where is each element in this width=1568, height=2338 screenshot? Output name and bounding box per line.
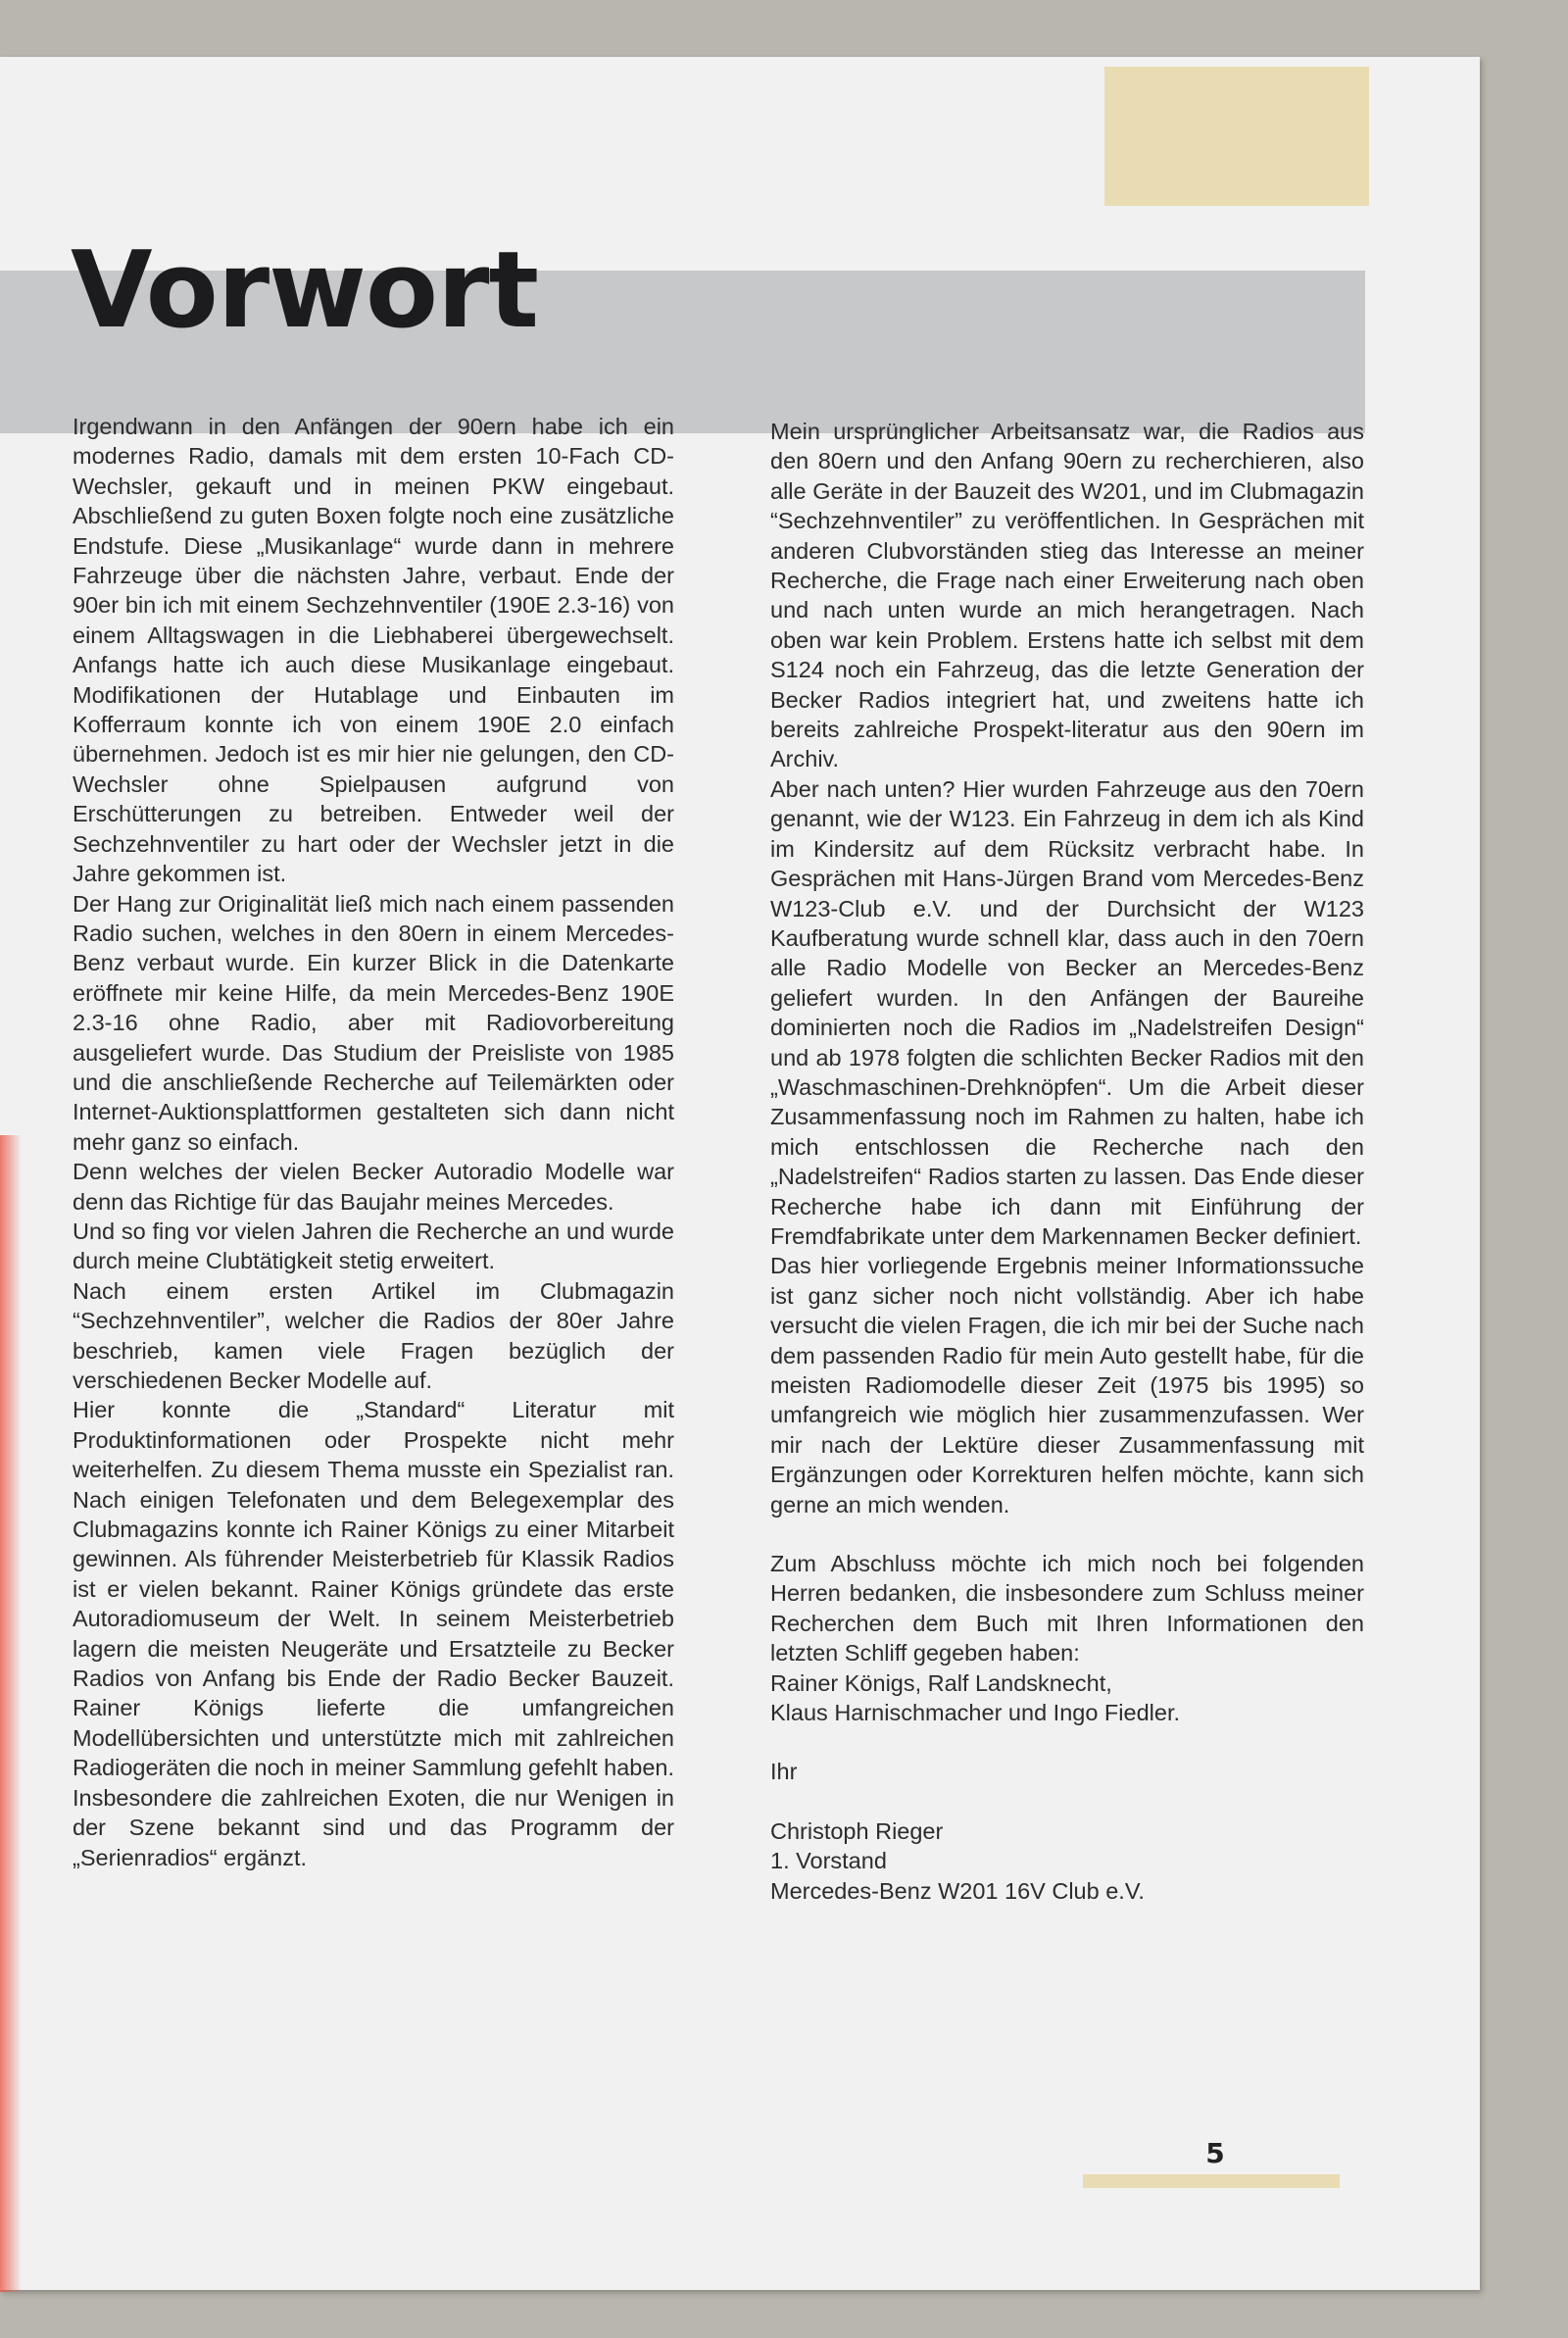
closing-word: Ihr bbox=[770, 1759, 798, 1785]
spacer bbox=[770, 1787, 1364, 1816]
signature-role: 1. Vorstand bbox=[770, 1848, 887, 1874]
paragraph: Das hier vorliegende Ergebnis meiner Informationssuche ist ganz sicher noch nicht vollständig. Aber ich habe versucht die vielen Fragen, die ich mir bei der Suche nach dem passenden Radio für mein Auto gestellt habe, für die meisten Radiomodelle dieser Zeit (1975 bis 1995) so umfangreich wie möglich hier zusammenzufassen. Wer mir nach der Lektüre dieser Zusammenfassung mit Ergänzungen oder Korrekturen helfen möchte, kann sich gerne an mich wenden. bbox=[770, 1253, 1364, 1517]
top-accent-tab bbox=[1104, 67, 1369, 206]
closing-block bbox=[770, 1757, 1364, 1786]
page-title: Vorwort bbox=[71, 229, 538, 352]
paragraph: Mein ursprünglicher Arbeitsansatz war, die Radios aus den 80ern und den Anfang 90ern zu recherchieren, also alle Geräte in der Bauzeit des W201, und im Clubmagazin “Sechzehnventiler” zu veröffentlichen. In Gesprächen mit anderen Clubvorständen stieg das Interesse an meiner Recherche, die Frage nach einer Erweiterung nach oben und nach unten wurde an mich herangetragen. Nach oben war kein Problem. Erstens hatte ich selbst mit dem S124 noch ein Fahrzeug, das die letzte Generation der Becker Radios integriert hat, und zweitens hatte ich bereits zahlreiche Prospekt-literatur aus den 90ern im Archiv. bbox=[770, 419, 1364, 772]
thanks-names-line: Rainer Königs, Ralf Landsknecht, bbox=[770, 1669, 1112, 1696]
spacer bbox=[770, 1519, 1364, 1549]
thanks-names bbox=[770, 1668, 1364, 1728]
thanks-paragraph: Zum Abschluss möchte ich mich noch bei folgenden Herren bedanken, die insbesondere zum Schluss meiner Recherchen dem Buch mit Ihren Informationen den letzten Schliff gegeben haben: bbox=[770, 1551, 1364, 1666]
paragraph: Und so fing vor vielen Jahren die Recherche an und wurde durch meine Clubtätigkeit stetig erweitert. bbox=[73, 1218, 674, 1274]
page-number: 5 bbox=[1205, 2137, 1225, 2169]
paragraph: Nach einem ersten Artikel im Clubmagazin “Sechzehnventiler”, welcher die Radios der 80er Jahre beschrieb, kamen viele Fragen bezüglich der verschiedenen Becker Modelle auf. bbox=[73, 1277, 674, 1393]
paragraph: Der Hang zur Originalität ließ mich nach einem passenden Radio suchen, welches in den 80ern in einem Mercedes-Benz verbaut wurde. Ein kurzer Blick in die Datenkarte eröffnete mir keine Hilfe, da mein Mercedes-Benz 190E 2.3-16 ohne Radio, aber mit Radiovorbereitung ausgeliefert wurde. Das Studium der Preisliste von 1985 und die anschließende Recherche auf Teilemärkten oder Internet-Auktionsplattformen gestalteten sich dann nicht mehr ganz so einfach. bbox=[73, 890, 674, 1155]
bottom-accent-bar bbox=[1083, 2174, 1340, 2188]
paragraph: Aber nach unten? Hier wurden Fahrzeuge aus den 70ern genannt, wie der W123. Ein Fahrzeug in dem ich als Kind im Kindersitz auf dem Rücksitz verbracht habe. In Gesprächen mit Hans-Jürgen Brand vom Mercedes-Benz W123-Club e.V. und der Durchsicht der W123 Kaufberatung wurde schnell klar, dass auch in den 70ern alle Radio Modelle von Becker an Mercedes-Benz geliefert wurden. In den Anfängen der Baureihe dominierten noch die Radios im „Nadelstreifen Design“ und ab 1978 folgten die schlichten Becker Radios mit den „Waschmaschinen-Drehknöpfen“. Um die Arbeit dieser Zusammenfassung noch im Rahmen zu halten, habe ich mich entschlossen die Recherche nach den „Nadelstreifen“ Radios starten zu lassen. Das Ende dieser Recherche habe ich dann mit Einführung der Fremdfabrikate unter dem Markennamen Becker definiert. bbox=[770, 775, 1364, 1249]
left-column bbox=[73, 412, 674, 1872]
thanks-names-line: Klaus Harnischmacher und Ingo Fiedler. bbox=[770, 1700, 1180, 1726]
right-column bbox=[770, 417, 1364, 1906]
signature-block bbox=[770, 1816, 1364, 1906]
signature-club: Mercedes-Benz W201 16V Club e.V. bbox=[770, 1877, 1145, 1904]
paragraph: Denn welches der vielen Becker Autoradio Modelle war denn das Richtige für das Baujahr meines Mercedes. bbox=[73, 1159, 674, 1215]
edge-reflection bbox=[0, 1135, 22, 2292]
paragraph: Hier konnte die „Standard“ Literatur mit Produktinformationen oder Prospekte nicht mehr weiterhelfen. Zu diesem Thema musste ein Spezialist ran. Nach einigen Telefonaten und dem Belegexemplar des Clubmagazins konnte ich Rainer Königs zu einer Mitarbeit gewinnen. Als führender Meisterbetrieb für Klassik Radios ist er vielen bekannt. Rainer Königs gründete das erste Autoradiomuseum der Welt. In seinem Meisterbetrieb lagern die meisten Neugeräte und Ersatzteile zu Becker Radios von Anfang bis Ende der Radio Becker Bauzeit. Rainer Königs lieferte die umfangreichen Modellübersichten und unterstützte mich mit zahlreichen Radiogeräten die noch in meiner Sammlung gefehlt haben. Insbesondere die zahlreichen Exoten, die nur Wenigen in der Szene bekannt sind und das Programm der „Serienradios“ ergänzt. bbox=[73, 1397, 675, 1870]
signature-name: Christoph Rieger bbox=[770, 1817, 944, 1844]
spacer bbox=[770, 1727, 1364, 1757]
paragraph: Irgendwann in den Anfängen der 90ern habe ich ein modernes Radio, damals mit dem ersten 10-Fach CD-Wechsler, gekauft und in meinen PKW eingebaut. Abschließend zu guten Boxen folgte noch eine zusätzliche Endstufe. Diese „Musikanlage“ wurde dann in mehrere Fahrzeuge über die nächsten Jahre, verbaut. Ende der 90er bin ich mit einem Sechzehnventiler (190E 2.3-16) von einem Alltagswagen in die Liebhaberei übergewechselt. Anfangs hatte ich auch diese Musikanlage eingebaut. Modifikationen der Hutablage und Einbauten im Kofferraum konnte ich von einem 190E 2.0 einfach übernehmen. Jedoch ist es mir hier nie gelungen, den CD-Wechsler ohne Spielpausen aufgrund von Erschütterungen zu betreiben. Entweder weil der Sechzehnventiler zu hart oder der Wechsler jetzt in die Jahre gekommen ist. bbox=[73, 414, 674, 887]
